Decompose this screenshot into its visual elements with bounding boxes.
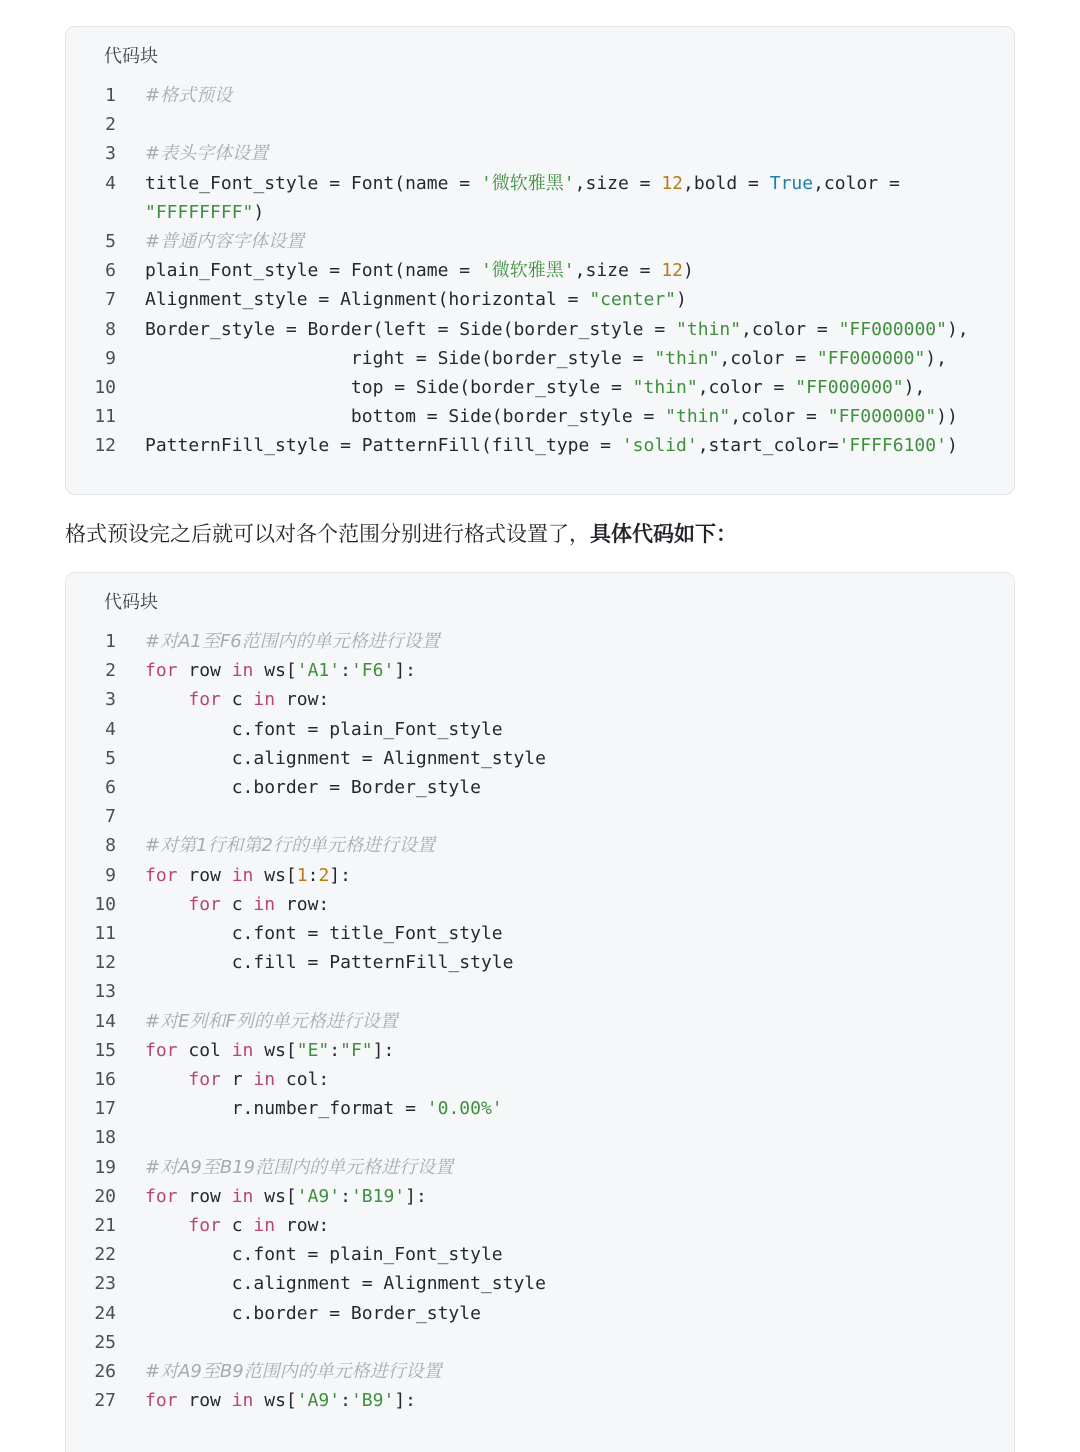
code-line (66, 402, 1014, 431)
code-text (145, 773, 481, 802)
code-line (66, 315, 1014, 344)
code-block-label: 代码块 (104, 592, 158, 613)
line-number: 7 (105, 806, 116, 828)
code-token-plain: top = Side(border_style = (145, 377, 633, 398)
code-line (66, 256, 1014, 285)
code-text (145, 656, 416, 685)
code-token-kw: in (231, 1039, 254, 1061)
code-text (145, 139, 268, 168)
code-token-plain: c.alignment = Alignment_style (145, 1273, 546, 1295)
code-token-plain: r (220, 1069, 254, 1090)
line-number: 17 (94, 1098, 116, 1120)
code-token-kw: for (145, 660, 178, 682)
code-line (66, 1123, 1014, 1152)
code-token-plain: c (220, 1215, 254, 1236)
code-line (66, 627, 1014, 656)
line-number: 11 (94, 923, 116, 944)
code-text (145, 315, 969, 344)
code-block-label: 代码块 (104, 46, 158, 67)
code-token-plain: right = Side(border_style = (145, 347, 655, 369)
code-token-str: '微软雅黑' (480, 172, 575, 194)
code-line (66, 198, 1014, 227)
code-text (145, 1007, 398, 1036)
code-token-plain: c.font = plain_Font_style (145, 718, 503, 740)
code-line (66, 81, 1014, 110)
code-text (145, 685, 329, 714)
line-number: 8 (105, 318, 116, 340)
code-token-str: "thin" (632, 377, 698, 398)
code-token-plain: : (307, 864, 319, 886)
code-line (66, 977, 1014, 1006)
code-text (145, 831, 435, 860)
code-block-format-presets (65, 26, 1015, 495)
code-token-comment: #对A1至F6范围内的单元格进行设置 (145, 631, 440, 652)
code-text (145, 715, 503, 744)
line-number: 14 (94, 1010, 116, 1032)
code-token-kw: in (231, 1185, 254, 1207)
code-text (145, 1036, 394, 1065)
code-token-str: '0.00%' (426, 1098, 503, 1120)
line-number: 19 (94, 1156, 116, 1178)
code-token-kw: in (231, 864, 254, 886)
code-token-kw: in (231, 660, 254, 682)
code-token-num: 12 (661, 260, 684, 282)
code-token-plain: c.font = plain_Font_style (145, 1244, 503, 1266)
code-token-plain: : (340, 660, 351, 682)
code-text (145, 1094, 503, 1123)
code-token-plain: col (177, 1039, 232, 1061)
code-token-kw: in (253, 689, 276, 711)
code-text (145, 1153, 453, 1182)
code-token-plain: )) (936, 406, 958, 428)
code-token-plain: row (177, 1185, 232, 1207)
code-token-plain: row (177, 1390, 232, 1412)
code-line (66, 715, 1014, 744)
code-token-str: "thin" (665, 406, 731, 428)
code-token-bool: True (769, 172, 814, 194)
code-token-plain: ]: (394, 1390, 416, 1412)
code-token-plain: c.font = title_Font_style (145, 923, 503, 944)
line-number: 25 (94, 1331, 116, 1353)
code-token-comment: #对A9至B19范围内的单元格进行设置 (145, 1156, 454, 1178)
code-token-str: 'solid' (621, 435, 698, 457)
code-token-plain: ws[ (253, 660, 297, 682)
code-line (66, 431, 1014, 460)
code-token-plain: ,bold = (683, 172, 770, 194)
code-line (66, 1094, 1014, 1123)
code-token-comment: #对E列和F列的单元格进行设置 (145, 1010, 398, 1032)
line-number: 24 (94, 1302, 116, 1324)
code-token-str: "FF000000" (827, 406, 937, 428)
code-text (145, 344, 947, 373)
code-line (66, 656, 1014, 685)
code-text (145, 627, 440, 656)
code-token-str: '微软雅黑' (480, 260, 575, 282)
code-token-str: 'A1' (296, 660, 341, 682)
code-token-plain: bottom = Side(border_style = (145, 406, 666, 428)
line-number: 26 (94, 1361, 116, 1382)
code-token-plain: ), (946, 318, 969, 340)
line-number: 2 (105, 114, 116, 136)
line-number: 1 (105, 631, 116, 652)
code-token-plain: ws[ (253, 1390, 297, 1412)
code-text (145, 373, 925, 402)
code-token-plain: c.border = Border_style (145, 777, 481, 798)
code-token-plain: row: (275, 689, 330, 711)
line-number: 11 (94, 406, 116, 428)
code-line (66, 1240, 1014, 1269)
code-text (145, 431, 958, 460)
code-token-plain: ), (925, 347, 947, 369)
line-number: 21 (94, 1215, 116, 1236)
code-token-plain: ) (683, 260, 694, 282)
code-token-str: "E" (296, 1039, 330, 1061)
code-token-comment: #对A9至B9范围内的单元格进行设置 (145, 1361, 442, 1382)
code-line (66, 685, 1014, 714)
code-token-str: 'B9' (350, 1390, 395, 1412)
line-number: 20 (94, 1185, 116, 1207)
code-token-plain: ]: (405, 1185, 427, 1207)
code-token-plain: row: (275, 1215, 330, 1236)
code-token-str: "thin" (654, 347, 720, 369)
line-number: 6 (105, 260, 116, 282)
code-line (66, 802, 1014, 831)
code-token-plain: ), (903, 377, 926, 398)
line-number: 7 (105, 289, 116, 311)
code-token-comment: #对第1行和第2行的单元格进行设置 (145, 835, 435, 857)
code-token-plain: row (177, 864, 232, 886)
code-token-str: 'B19' (350, 1185, 406, 1207)
code-text (145, 227, 304, 256)
line-number: 12 (94, 435, 116, 457)
code-token-plain: ,color = (813, 172, 900, 194)
code-line (66, 1386, 1014, 1415)
code-line (66, 1182, 1014, 1211)
line-number: 5 (105, 747, 116, 769)
code-text (145, 861, 351, 890)
code-token-plain: : (340, 1185, 351, 1207)
code-token-plain: : (340, 1390, 351, 1412)
code-line (66, 285, 1014, 314)
line-number: 8 (105, 835, 116, 857)
code-text (145, 1211, 329, 1240)
code-token-plain: ,color = (697, 377, 796, 398)
code-token-plain: ) (946, 435, 958, 457)
code-line (66, 110, 1014, 139)
code-token-kw: for (145, 864, 178, 886)
code-token-str: "FF000000" (838, 318, 947, 340)
code-token-plain: Alignment_style = Alignment(horizontal = (145, 289, 590, 311)
code-text (145, 919, 503, 948)
code-token-plain: ) (676, 289, 687, 311)
code-text (145, 1182, 427, 1211)
code-token-plain: ]: (372, 1039, 395, 1061)
code-text (145, 198, 264, 227)
code-token-plain: row: (275, 893, 330, 915)
code-text (145, 890, 329, 919)
code-token-plain: c.border = Border_style (145, 1302, 481, 1324)
code-token-plain: ) (253, 201, 265, 223)
code-token-plain (145, 1069, 188, 1090)
code-token-kw: in (253, 893, 276, 915)
code-token-plain: col: (275, 1069, 330, 1090)
code-line (66, 227, 1014, 256)
line-number: 3 (105, 689, 116, 711)
code-line (66, 948, 1014, 977)
code-token-plain: ]: (329, 864, 351, 886)
code-token-str: 'FFFF6100' (838, 435, 947, 457)
code-text (145, 948, 513, 977)
code-text (145, 1357, 442, 1386)
line-number: 18 (94, 1127, 116, 1149)
code-line (66, 744, 1014, 773)
line-number: 10 (94, 893, 116, 915)
paragraph-text: 格式预设完之后就可以对各个范围分别进行格式设置了， (65, 522, 590, 546)
code-token-str: 'F6' (350, 660, 395, 682)
code-line (66, 344, 1014, 373)
code-token-kw: for (188, 1069, 221, 1090)
code-token-plain (145, 689, 188, 710)
code-text (145, 1386, 416, 1415)
code-token-str: "FFFFFFFF" (145, 201, 254, 223)
code-text (145, 744, 546, 773)
code-text (145, 402, 958, 431)
code-token-plain: ws[ (253, 1185, 297, 1207)
line-number: 2 (105, 660, 116, 682)
code-token-kw: in (253, 1215, 276, 1236)
code-line (66, 139, 1014, 168)
code-line (66, 1269, 1014, 1298)
code-line (66, 169, 1014, 198)
code-token-plain: ,size = (574, 260, 662, 282)
code-token-plain: ws[ (253, 1039, 297, 1061)
code-text (145, 1269, 546, 1298)
line-number: 4 (105, 172, 116, 194)
code-token-kw: in (253, 1069, 276, 1090)
code-token-plain: : (329, 1039, 341, 1061)
code-token-plain: ws[ (253, 864, 297, 886)
code-line (66, 890, 1014, 919)
code-text (145, 1240, 503, 1269)
code-token-num: 1 (296, 864, 308, 886)
code-token-plain: row (177, 660, 232, 682)
code-line (66, 1328, 1014, 1357)
line-number: 13 (94, 981, 116, 1003)
code-line (66, 1299, 1014, 1328)
code-text (145, 1299, 481, 1328)
line-number: 5 (105, 231, 116, 252)
code-text (145, 1065, 329, 1094)
code-token-str: "F" (340, 1039, 373, 1061)
line-number: 9 (105, 864, 116, 886)
code-token-str: "FF000000" (795, 377, 904, 398)
paragraph-bold-text: 具体代码如下： (590, 522, 737, 546)
code-token-comment: #表头字体设置 (145, 143, 269, 165)
code-token-str: 'A9' (296, 1390, 341, 1412)
code-line (66, 373, 1014, 402)
code-token-comment: #格式预设 (145, 85, 233, 106)
code-line (66, 1211, 1014, 1240)
code-token-num: 2 (318, 864, 330, 886)
code-token-kw: in (231, 1390, 254, 1412)
code-token-plain: Border_style = Border(left = Side(border_style = (145, 318, 677, 340)
code-token-comment: #普通内容字体设置 (145, 231, 305, 252)
code-token-plain: PatternFill_style = PatternFill(fill_type = (145, 435, 622, 457)
code-text (145, 285, 687, 314)
code-token-plain (145, 894, 188, 915)
line-number: 27 (94, 1390, 116, 1412)
code-token-kw: for (145, 1185, 178, 1207)
code-token-str: "center" (589, 289, 677, 311)
code-token-plain: ,color = (741, 318, 839, 340)
code-token-plain: ]: (394, 660, 416, 682)
code-token-str: 'A9' (296, 1185, 341, 1207)
line-number: 1 (105, 85, 116, 106)
code-line (66, 831, 1014, 860)
code-text (145, 81, 232, 110)
line-number: 22 (94, 1244, 116, 1266)
code-token-plain: ,color = (730, 406, 828, 428)
code-token-plain: ,size = (574, 172, 662, 194)
code-token-kw: for (188, 689, 221, 711)
body-paragraph (65, 518, 1015, 550)
code-token-plain (145, 1215, 188, 1236)
code-line (66, 1036, 1014, 1065)
code-token-kw: for (188, 1215, 221, 1236)
line-number: 9 (105, 347, 116, 369)
code-token-plain: ,start_color= (697, 435, 839, 457)
code-line (66, 1153, 1014, 1182)
code-line (66, 919, 1014, 948)
code-token-kw: for (145, 1039, 178, 1061)
code-token-kw: for (145, 1390, 178, 1412)
code-token-str: "FF000000" (816, 347, 926, 369)
line-number: 3 (105, 143, 116, 165)
code-text (145, 169, 900, 198)
code-line (66, 861, 1014, 890)
code-token-plain: c (220, 689, 254, 711)
code-line (66, 1065, 1014, 1094)
code-line (66, 773, 1014, 802)
code-block-range-formatting (65, 572, 1015, 1452)
line-number: 6 (105, 777, 116, 798)
code-line (66, 1007, 1014, 1036)
code-token-plain: c.alignment = Alignment_style (145, 747, 546, 769)
code-token-kw: for (188, 893, 221, 915)
line-number: 16 (94, 1069, 116, 1090)
code-token-plain: ,color = (719, 347, 817, 369)
code-token-num: 12 (661, 172, 684, 194)
line-number: 23 (94, 1273, 116, 1295)
code-text (145, 256, 694, 285)
line-number: 15 (94, 1039, 116, 1061)
code-token-str: "thin" (676, 318, 742, 340)
line-number: 4 (105, 718, 116, 740)
code-token-plain: c.fill = PatternFill_style (145, 952, 514, 974)
code-line (66, 1357, 1014, 1386)
code-token-plain: plain_Font_style = Font(name = (145, 260, 481, 282)
code-token-plain: r.number_format = (145, 1098, 427, 1120)
line-number: 12 (94, 952, 116, 974)
code-token-plain: title_Font_style = Font(name = (145, 172, 481, 194)
code-token-plain: c (220, 893, 254, 915)
line-number: 10 (94, 377, 116, 398)
